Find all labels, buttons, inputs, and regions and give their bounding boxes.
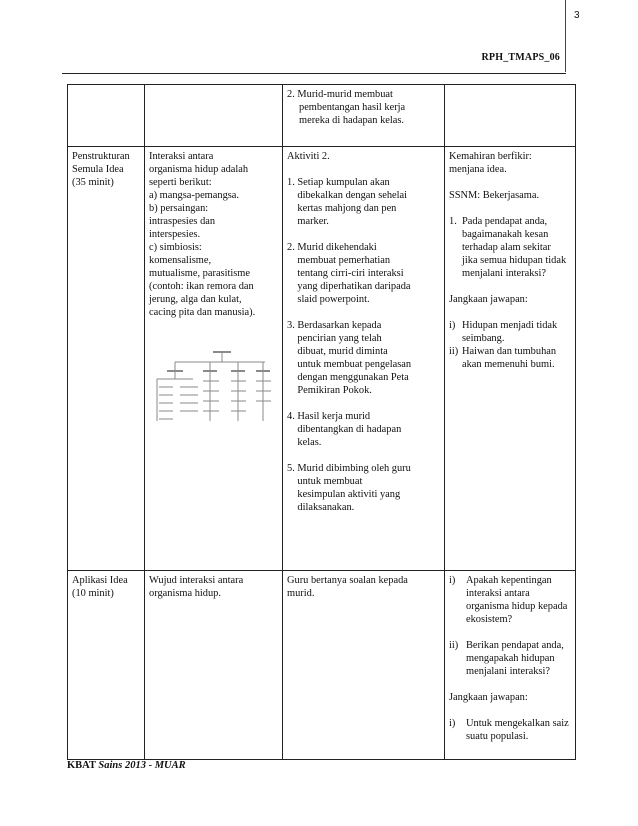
content-line: intraspesies dan (149, 216, 216, 227)
notes-cell (445, 147, 576, 571)
content-line: komensalisme, (149, 255, 212, 266)
step-line: pencirian yang telah (297, 333, 382, 344)
step-marker: 1. (287, 177, 295, 188)
step-line: untuk membuat pengelasan (297, 359, 412, 370)
notes-cell (445, 571, 576, 760)
answer-line: suatu populasi. (466, 731, 529, 742)
step-line: kesimpulan aktiviti yang (297, 489, 401, 500)
content-line: a) mangsa-pemangsa. (149, 190, 240, 201)
content-line: Interaksi antara (149, 151, 214, 162)
answer-line: akan memenuhi bumi. (462, 359, 555, 370)
answer-marker: i) (449, 320, 456, 331)
activity-line: Guru bertanya soalan kepada (287, 575, 408, 586)
step-marker: 3. (287, 320, 295, 331)
table-row (68, 147, 576, 571)
step-line: Murid dibimbing oleh guru (297, 463, 411, 474)
step-line: Hasil kerja murid (297, 411, 371, 422)
content-line: b) persaingan: (149, 203, 209, 214)
step-line: membuat pemerhatian (297, 255, 391, 266)
question-marker: 1. (449, 216, 457, 227)
activity-title: Aktiviti 2. (287, 151, 330, 162)
content-line: (contoh: ikan remora dan (149, 281, 254, 292)
row0-col3 (283, 85, 445, 147)
notes-question (449, 215, 571, 280)
content-line: cacing pita dan manusia). (149, 307, 256, 318)
notes-question (449, 574, 571, 626)
lesson-plan-table (67, 84, 576, 760)
answer-marker: i) (449, 718, 456, 729)
ssnm-label: SSNM: Bekerjasama. (449, 190, 540, 201)
table-row (68, 571, 576, 760)
content-line: Wujud interaksi antara (149, 575, 244, 586)
answer-label: Jangkaan jawapan: (449, 692, 528, 703)
page-number: 3 (574, 10, 580, 21)
step-line: dilaksanakan. (297, 502, 355, 513)
phase-cell (68, 147, 145, 571)
notes-line: Kemahiran berfikir: (449, 151, 532, 162)
content-line: c) simbiosis: (149, 242, 202, 253)
activity-step (287, 319, 440, 397)
question-line: organisma hidup kepada (466, 601, 568, 612)
step-marker: 5. (287, 463, 295, 474)
step-marker: 2. (287, 242, 295, 253)
content-line: organisma hidup. (149, 588, 221, 599)
content-line: organisma hidup adalah (149, 164, 249, 175)
activity-line: murid. (287, 588, 315, 599)
row0-col4 (445, 85, 576, 147)
question-marker: ii) (449, 640, 459, 651)
question-line: mengapakah hidupan (466, 653, 555, 664)
phase-title: Semula Idea (72, 164, 124, 175)
content-line: seperti berikut: (149, 177, 212, 188)
activity-cell (283, 571, 445, 760)
step-line: untuk membuat (297, 476, 363, 487)
text-line: pembentangan hasil kerja (299, 102, 406, 113)
question-line: interaksi antara (466, 588, 530, 599)
step-line: dengan menggunakan Peta (297, 372, 409, 383)
step-line: Pemikiran Pokok. (297, 385, 372, 396)
row0-col1 (68, 85, 145, 147)
question-line: menjalani interaksi? (466, 666, 550, 677)
content-cell (145, 147, 283, 571)
activity-step (287, 410, 440, 449)
row0-col2 (145, 85, 283, 147)
content-cell (145, 571, 283, 760)
question-line: Berikan pendapat anda, (466, 640, 564, 651)
step-line: slaid powerpoint. (297, 294, 370, 305)
notes-line: menjana idea. (449, 164, 507, 175)
tree-map-diagram (153, 349, 278, 429)
answer-line: seimbang. (462, 333, 505, 344)
answer-line: Untuk mengekalkan saiz (466, 718, 569, 729)
step-line: Murid dikehendaki (297, 242, 377, 253)
document-code: RPH_TMAPS_06 (481, 52, 560, 63)
question-marker: i) (449, 575, 456, 586)
notes-question (449, 639, 571, 678)
answer-item (449, 717, 571, 743)
phase-duration: (10 minit) (72, 588, 114, 599)
phase-title: Penstrukturan (72, 151, 130, 162)
answer-label: Jangkaan jawapan: (449, 294, 528, 305)
question-line: ekosistem? (466, 614, 513, 625)
answer-marker: ii) (449, 346, 459, 357)
activity-step (287, 241, 440, 306)
question-line: bagaimanakah kesan (462, 229, 549, 240)
question-line: Pada pendapat anda, (462, 216, 548, 227)
content-line: mutualisme, parasitisme (149, 268, 250, 279)
footer-italic-text: Sains 2013 - MUAR (98, 760, 186, 771)
step-line: dibuat, murid diminta (297, 346, 388, 357)
question-line: terhadap alam sekitar (462, 242, 551, 253)
activity-cell (283, 147, 445, 571)
step-line: marker. (297, 216, 329, 227)
question-line: jika semua hidupan tidak (462, 255, 567, 266)
page-footer (67, 760, 186, 771)
activity-step (287, 462, 440, 514)
phase-duration: (35 minit) (72, 177, 114, 188)
answer-line: Hidupan menjadi tidak (462, 320, 558, 331)
step-marker: 4. (287, 411, 295, 422)
content-line: interspesies. (149, 229, 201, 240)
header-horizontal-rule (62, 73, 566, 74)
step-line: dibekalkan dengan sehelai (297, 190, 408, 201)
activity-step (287, 176, 440, 228)
step-line: Berdasarkan kepada (297, 320, 382, 331)
answer-item (449, 345, 571, 371)
question-line: menjalani interaksi? (462, 268, 546, 279)
table-row (68, 85, 576, 147)
step-line: kelas. (297, 437, 322, 448)
text-line: mereka di hadapan kelas. (299, 115, 405, 126)
content-line: jerung, alga dan kulat, (149, 294, 242, 305)
phase-title: Aplikasi Idea (72, 575, 128, 586)
phase-cell (68, 571, 145, 760)
step-line: dibentangkan di hadapan (297, 424, 402, 435)
step-line: yang diperhatikan daripada (297, 281, 411, 292)
step-line: Setiap kumpulan akan (297, 177, 390, 188)
step-line: tentang cirri-ciri interaksi (297, 268, 404, 279)
step-line: kertas mahjong dan pen (297, 203, 397, 214)
footer-bold-text: KBAT (67, 760, 96, 771)
answer-item (449, 319, 571, 345)
text-line: 2. Murid-murid membuat (287, 89, 393, 100)
header-vertical-rule (565, 0, 566, 72)
answer-line: Haiwan dan tumbuhan (462, 346, 557, 357)
question-line: Apakah kepentingan (466, 575, 552, 586)
